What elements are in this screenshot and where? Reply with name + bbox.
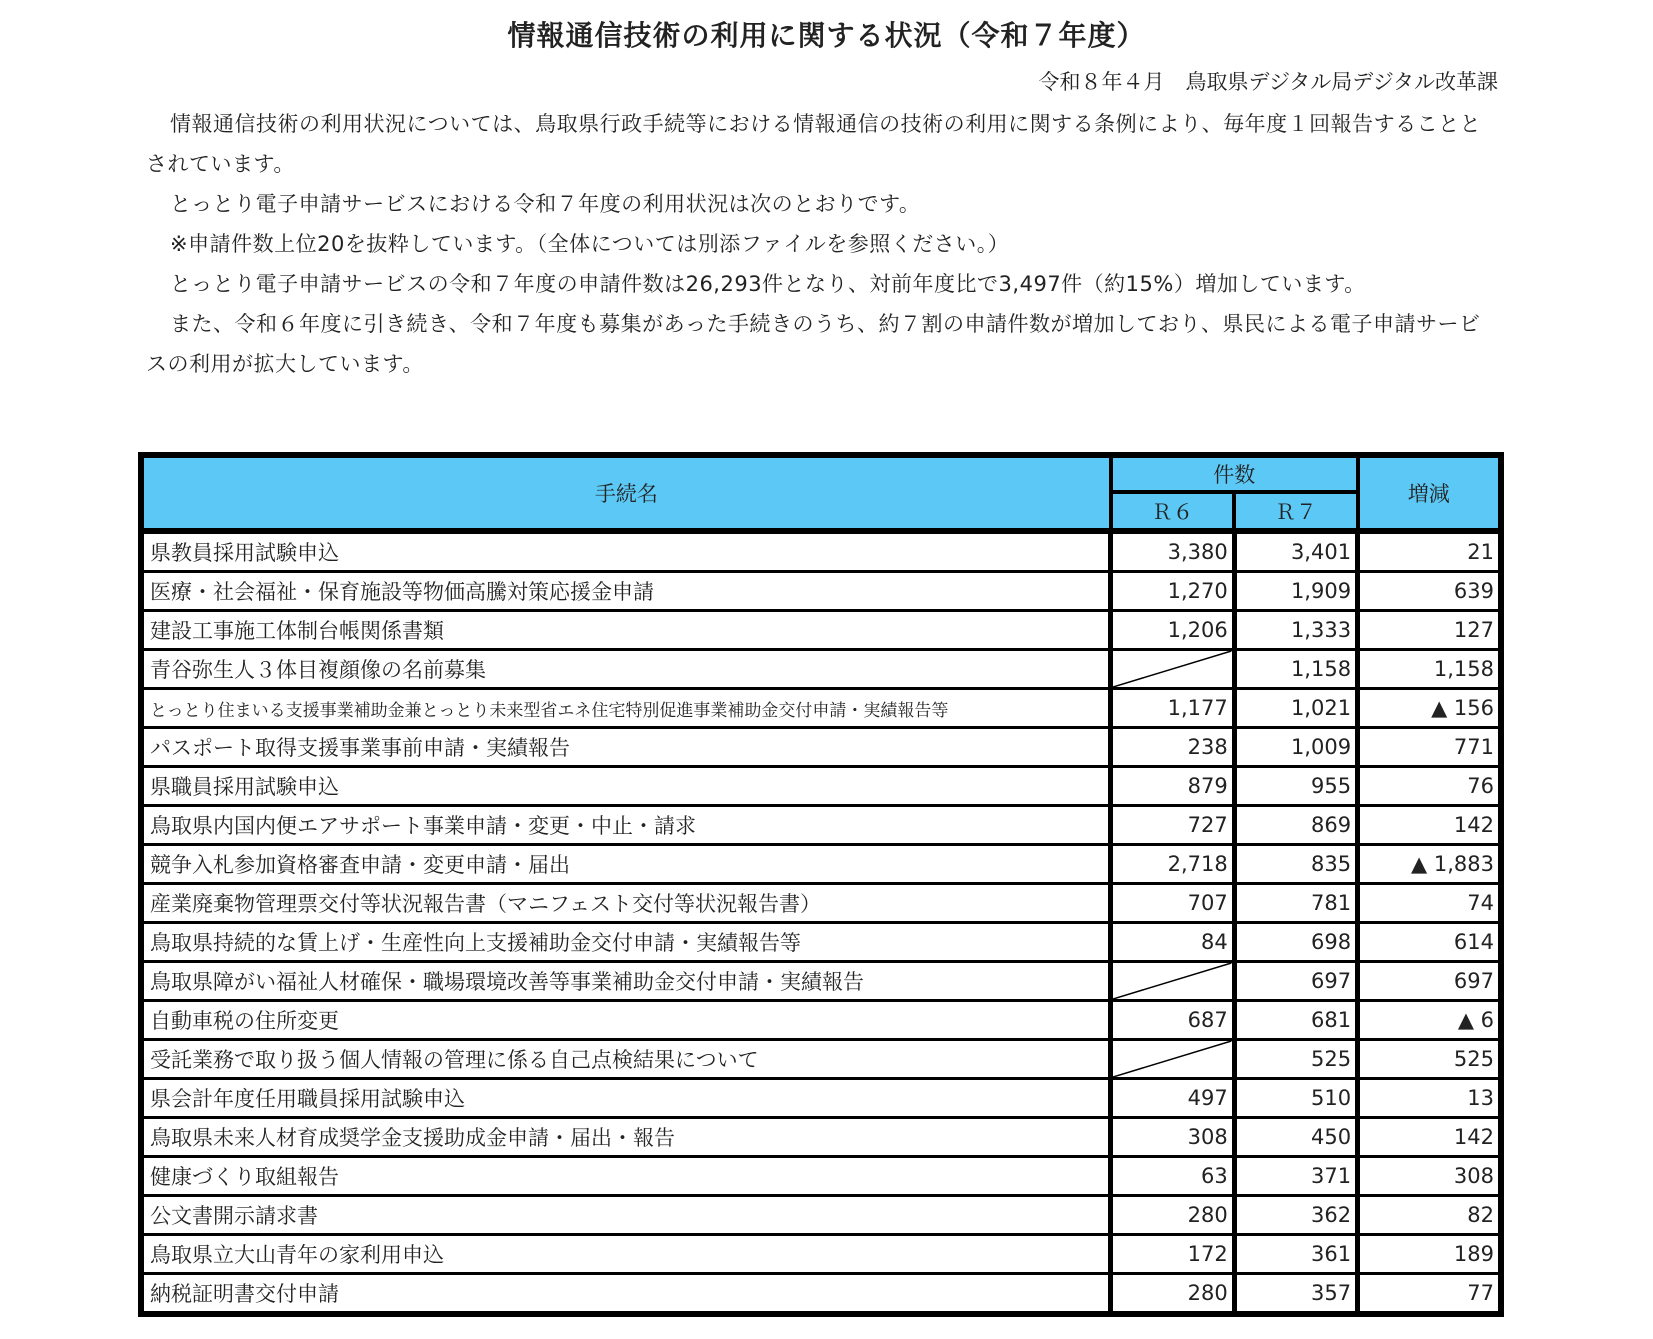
change-value: 189 — [1358, 1235, 1501, 1274]
change-value: 771 — [1358, 728, 1501, 767]
change-value: 1,158 — [1358, 650, 1501, 689]
change-value: 308 — [1358, 1157, 1501, 1196]
r6-count: 3,380 — [1111, 531, 1234, 572]
r7-count: 781 — [1234, 884, 1357, 923]
header-change: 増減 — [1358, 455, 1501, 531]
r6-count: 2,718 — [1111, 845, 1234, 884]
r6-count: 707 — [1111, 884, 1234, 923]
diagonal-slash-icon — [1113, 963, 1231, 999]
intro-paragraph: ※申請件数上位20を抜粋しています。（全体については別添ファイルを参照ください。） — [170, 232, 1010, 256]
page-title: 情報通信技術の利用に関する状況（令和７年度） — [507, 19, 1146, 52]
table-row — [141, 1001, 1501, 1040]
procedure-name: パスポート取得支援事業事前申請・実績報告 — [141, 728, 1111, 767]
table-row — [141, 923, 1501, 962]
procedure-name: 受託業務で取り扱う個人情報の管理に係る自己点検結果について — [141, 1040, 1111, 1079]
procedure-name: 鳥取県立大山青年の家利用申込 — [141, 1235, 1111, 1274]
header-r6: Ｒ６ — [1111, 492, 1234, 531]
r7-count: 525 — [1234, 1040, 1357, 1079]
r7-count: 1,158 — [1234, 650, 1357, 689]
r7-count: 450 — [1234, 1118, 1357, 1157]
table-row — [141, 806, 1501, 845]
r7-count: 1,909 — [1234, 572, 1357, 611]
r7-count: 510 — [1234, 1079, 1357, 1118]
r7-count: 697 — [1234, 962, 1357, 1001]
procedure-name: 自動車税の住所変更 — [141, 1001, 1111, 1040]
procedure-name: 納税証明書交付申請 — [141, 1274, 1111, 1315]
header-count: 件数 — [1111, 455, 1358, 492]
procedure-name: 建設工事施工体制台帳関係書類 — [141, 611, 1111, 650]
procedure-name: 鳥取県内国内便エアサポート事業申請・変更・中止・請求 — [141, 806, 1111, 845]
date-and-department: 令和８年４月 鳥取県デジタル局デジタル改革課 — [1038, 70, 1498, 94]
procedure-name: 鳥取県障がい福祉人材確保・職場環境改善等事業補助金交付申請・実績報告 — [141, 962, 1111, 1001]
r7-count: 835 — [1234, 845, 1357, 884]
r6-count: 308 — [1111, 1118, 1234, 1157]
procedure-name: 競争入札参加資格審査申請・変更申請・届出 — [141, 845, 1111, 884]
intro-paragraph: 情報通信技術の利用状況については、鳥取県行政手続等における情報通信の技術の利用に関する条例により、毎年度１回報告することとされています。 — [146, 112, 1482, 176]
r6-count: 727 — [1111, 806, 1234, 845]
procedure-name: とっとり住まいる支援事業補助金兼とっとり未来型省エネ住宅特別促進事業補助金交付申請・実績報告等 — [141, 689, 1111, 728]
change-value: 127 — [1358, 611, 1501, 650]
table-row — [141, 689, 1501, 728]
r6-count: 687 — [1111, 1001, 1234, 1040]
r7-count: 681 — [1234, 1001, 1357, 1040]
r6-count-empty — [1111, 1040, 1234, 1079]
r7-count: 3,401 — [1234, 531, 1357, 572]
header-r7: Ｒ７ — [1234, 492, 1357, 531]
table-row — [141, 650, 1501, 689]
procedure-name: 医療・社会福祉・保育施設等物価高騰対策応援金申請 — [141, 572, 1111, 611]
change-value: 614 — [1358, 923, 1501, 962]
header-procedure: 手続名 — [141, 455, 1111, 531]
r6-count: 280 — [1111, 1196, 1234, 1235]
r6-count: 172 — [1111, 1235, 1234, 1274]
intro-text — [146, 104, 1486, 384]
intro-paragraph: とっとり電子申請サービスの令和７年度の申請件数は26,293件となり、対前年度比で3,497件（約15%）増加しています。 — [170, 272, 1366, 296]
r6-count: 84 — [1111, 923, 1234, 962]
procedure-name: 県職員採用試験申込 — [141, 767, 1111, 806]
table-row — [141, 962, 1501, 1001]
procedure-name: 鳥取県未来人材育成奨学金支援助成金申請・届出・報告 — [141, 1118, 1111, 1157]
r6-count: 1,206 — [1111, 611, 1234, 650]
r7-count: 955 — [1234, 767, 1357, 806]
table-body — [141, 531, 1501, 1314]
procedure-name: 公文書開示請求書 — [141, 1196, 1111, 1235]
r7-count: 357 — [1234, 1274, 1357, 1315]
change-value: ▲ 1,883 — [1358, 845, 1501, 884]
r7-count: 1,333 — [1234, 611, 1357, 650]
r6-count: 1,270 — [1111, 572, 1234, 611]
change-value: 82 — [1358, 1196, 1501, 1235]
usage-table — [138, 452, 1504, 1317]
procedure-name: 産業廃棄物管理票交付等状況報告書（マニフェスト交付等状況報告書） — [141, 884, 1111, 923]
diagonal-slash-icon — [1113, 651, 1231, 687]
r7-count: 361 — [1234, 1235, 1357, 1274]
change-value: 142 — [1358, 806, 1501, 845]
r6-count-empty — [1111, 962, 1234, 1001]
change-value: ▲ 6 — [1358, 1001, 1501, 1040]
r7-count: 869 — [1234, 806, 1357, 845]
r7-count: 1,021 — [1234, 689, 1357, 728]
r6-count: 879 — [1111, 767, 1234, 806]
table-row — [141, 1157, 1501, 1196]
table-header — [141, 455, 1501, 531]
r7-count: 362 — [1234, 1196, 1357, 1235]
table-row — [141, 1196, 1501, 1235]
change-value: 13 — [1358, 1079, 1501, 1118]
table-row — [141, 728, 1501, 767]
change-value: ▲ 156 — [1358, 689, 1501, 728]
r7-count: 371 — [1234, 1157, 1357, 1196]
change-value: 525 — [1358, 1040, 1501, 1079]
r6-count: 1,177 — [1111, 689, 1234, 728]
change-value: 142 — [1358, 1118, 1501, 1157]
r6-count: 63 — [1111, 1157, 1234, 1196]
procedure-name: 健康づくり取組報告 — [141, 1157, 1111, 1196]
table-row — [141, 884, 1501, 923]
table-row — [141, 531, 1501, 572]
table-row — [141, 1235, 1501, 1274]
procedure-name: 鳥取県持続的な賃上げ・生産性向上支援補助金交付申請・実績報告等 — [141, 923, 1111, 962]
table-row — [141, 1040, 1501, 1079]
procedure-name: 県教員採用試験申込 — [141, 531, 1111, 572]
r6-count: 280 — [1111, 1274, 1234, 1315]
table-row — [141, 572, 1501, 611]
r7-count: 1,009 — [1234, 728, 1357, 767]
table-row — [141, 767, 1501, 806]
change-value: 697 — [1358, 962, 1501, 1001]
change-value: 77 — [1358, 1274, 1501, 1315]
table-row — [141, 845, 1501, 884]
change-value: 639 — [1358, 572, 1501, 611]
r6-count: 497 — [1111, 1079, 1234, 1118]
intro-paragraph: とっとり電子申請サービスにおける令和７年度の利用状況は次のとおりです。 — [170, 192, 921, 216]
change-value: 76 — [1358, 767, 1501, 806]
procedure-name: 青谷弥生人３体目複顔像の名前募集 — [141, 650, 1111, 689]
r7-count: 698 — [1234, 923, 1357, 962]
table-row — [141, 611, 1501, 650]
change-value: 21 — [1358, 531, 1501, 572]
r6-count-empty — [1111, 650, 1234, 689]
table-row — [141, 1274, 1501, 1315]
procedure-name: 県会計年度任用職員採用試験申込 — [141, 1079, 1111, 1118]
intro-paragraph: また、令和６年度に引き続き、令和７年度も募集があった手続きのうち、約７割の申請件数が増加しており、県民による電子申請サービスの利用が拡大しています。 — [146, 312, 1481, 376]
diagonal-slash-icon — [1113, 1041, 1231, 1077]
change-value: 74 — [1358, 884, 1501, 923]
table-row — [141, 1118, 1501, 1157]
table-row — [141, 1079, 1501, 1118]
r6-count: 238 — [1111, 728, 1234, 767]
